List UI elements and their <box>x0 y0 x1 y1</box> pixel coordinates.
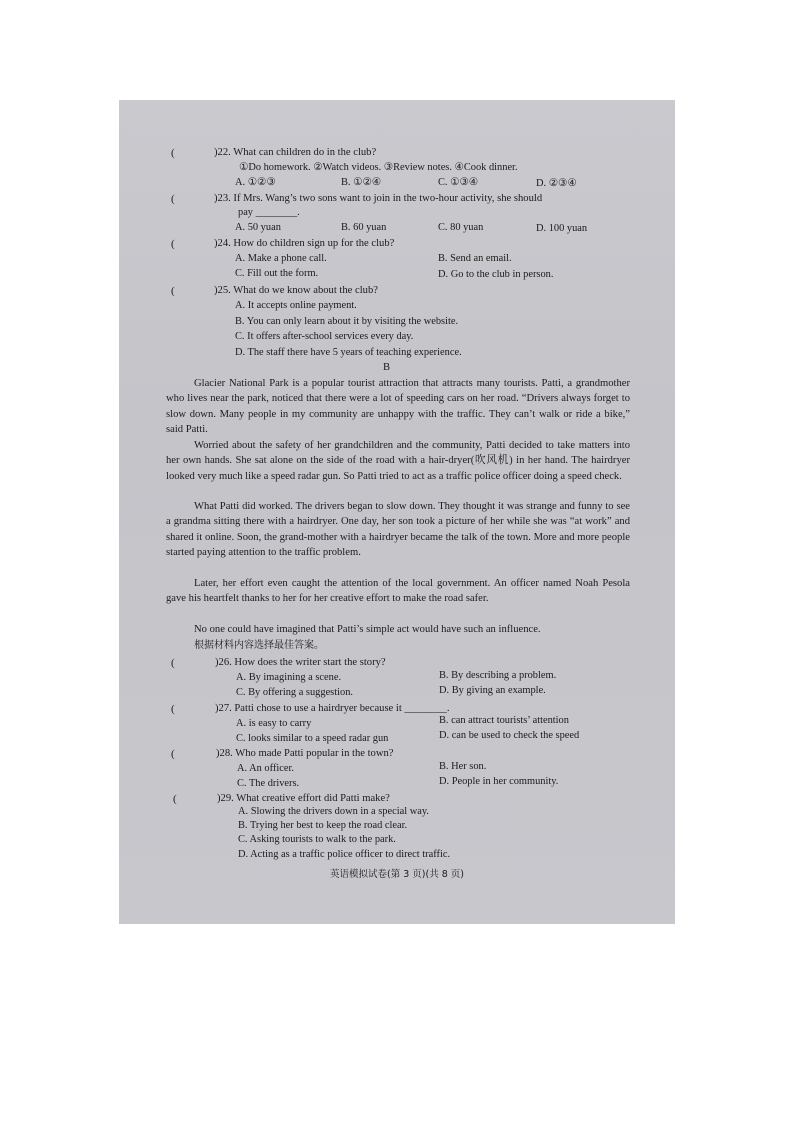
question-27-stem: )27. Patti chose to use a hairdryer because it ________. <box>215 703 450 714</box>
question-27-option-d: D. can be used to check the speed <box>439 730 580 741</box>
answer-bracket: ( <box>171 657 175 669</box>
question-22-option-b: B. ①②④ <box>341 177 382 188</box>
question-23-option-c: C. 80 yuan <box>438 222 484 233</box>
question-25-option-a: A. It accepts online payment. <box>235 300 357 311</box>
page-footer: 英语模拟试卷(第 3 页)(共 8 页) <box>330 869 464 880</box>
answer-bracket: ( <box>171 193 175 205</box>
question-25-option-b: B. You can only learn about it by visiting the website. <box>235 316 459 327</box>
question-29-option-a: A. Slowing the drivers down in a special way. <box>238 806 429 817</box>
question-23-option-d: D. 100 yuan <box>536 223 588 234</box>
question-24-option-a: A. Make a phone call. <box>235 253 327 264</box>
question-27-option-b: B. can attract tourists’ attention <box>439 715 569 726</box>
section-b-heading: B <box>383 362 391 373</box>
question-28-stem: )28. Who made Patti popular in the town? <box>216 748 394 759</box>
question-26-stem: )26. How does the writer start the story? <box>215 657 386 668</box>
passage-paragraph-3: What Patti did worked. The drivers began to slow down. They thought it was strange and funny to see a grandma sitting there with a hairdryer. One day, her son took a picture of her while she was “at work” and shared it online. Soon, the grand-mother with a hairdryer became the talk of the town. More and more people started paying attention to the traffic problem. <box>166 501 630 559</box>
question-24-option-c: C. Fill out the form. <box>235 268 319 279</box>
question-29-option-b: B. Trying her best to keep the road clear. <box>238 820 408 831</box>
question-26-option-b: B. By describing a problem. <box>439 670 557 681</box>
passage-paragraph-1: Glacier National Park is a popular tourist attraction that attracts many tourists. Patti, a grandmother who lives near the park, noticed that there were a lot of speeding cars on her road. “Drivers always forget to slow down. Many people in my community are unhappy with the traffic. They can’t walk or ride a bike,” said Patti. <box>166 378 630 436</box>
question-26-option-d: D. By giving an example. <box>439 685 546 696</box>
exam-page <box>119 100 675 924</box>
question-29-option-d: D. Acting as a traffic police officer to direct traffic. <box>238 849 451 860</box>
question-22-stem: )22. What can children do in the club? <box>214 147 377 158</box>
answer-bracket: ( <box>171 285 175 297</box>
question-28-option-a: A. An officer. <box>237 763 294 774</box>
passage-paragraph-5: No one could have imagined that Patti’s simple act would have such an influence. <box>194 624 541 635</box>
answer-bracket: ( <box>171 147 175 159</box>
question-22-subitems: ①Do homework. ②Watch videos. ③Review notes. ④Cook dinner. <box>239 162 518 173</box>
question-27-option-a: A. is easy to carry <box>236 718 312 729</box>
answer-bracket: ( <box>171 748 175 760</box>
instruction: 根据材料内容选择最佳答案。 <box>194 640 324 651</box>
question-28-option-d: D. People in her community. <box>439 776 559 787</box>
question-24-option-b: B. Send an email. <box>438 253 512 264</box>
question-28-option-b: B. Her son. <box>439 761 487 772</box>
answer-bracket: ( <box>171 238 175 250</box>
answer-bracket: ( <box>171 703 175 715</box>
passage-paragraph-2: Worried about the safety of her grandchildren and the community, Patti decided to take matters into her own hands. She sat alone on the side of the road with a hair-dryer(吹风机) in her hand. The hairdryer looked very much like a speed radar gun. So Patti tried to act as a traffic police officer doing a speed check. <box>166 440 630 482</box>
question-24-stem: )24. How do children sign up for the club? <box>214 238 395 249</box>
passage-paragraph-4: Later, her effort even caught the attention of the local government. An officer named Noah Pesola gave his heartfelt thanks to her for her creative effort to make the road safer. <box>166 578 630 605</box>
question-28-option-c: C. The drivers. <box>237 778 300 789</box>
question-29-option-c: C. Asking tourists to walk to the park. <box>238 834 396 845</box>
question-26-option-a: A. By imagining a scene. <box>236 672 342 683</box>
question-23-option-a: A. 50 yuan <box>235 222 281 233</box>
question-29-stem: )29. What creative effort did Patti make? <box>217 793 390 804</box>
question-27-option-c: C. looks similar to a speed radar gun <box>236 733 389 744</box>
question-24-option-d: D. Go to the club in person. <box>438 269 554 280</box>
question-23-stem: )23. If Mrs. Wang’s two sons want to join in the two-hour activity, she should <box>214 193 543 204</box>
question-22-option-c: C. ①③④ <box>438 177 479 188</box>
question-23-option-b: B. 60 yuan <box>341 222 387 233</box>
question-22-option-a: A. ①②③ <box>235 177 276 188</box>
question-23-stem-continued: pay ________. <box>238 207 300 218</box>
question-25-option-c: C. It offers after-school services every day. <box>235 331 414 342</box>
answer-bracket: ( <box>173 793 177 805</box>
question-25-option-d: D. The staff there have 5 years of teaching experience. <box>235 347 462 358</box>
question-25-stem: )25. What do we know about the club? <box>214 285 378 296</box>
question-26-option-c: C. By offering a suggestion. <box>236 687 353 698</box>
question-22-option-d: D. ②③④ <box>536 178 577 189</box>
